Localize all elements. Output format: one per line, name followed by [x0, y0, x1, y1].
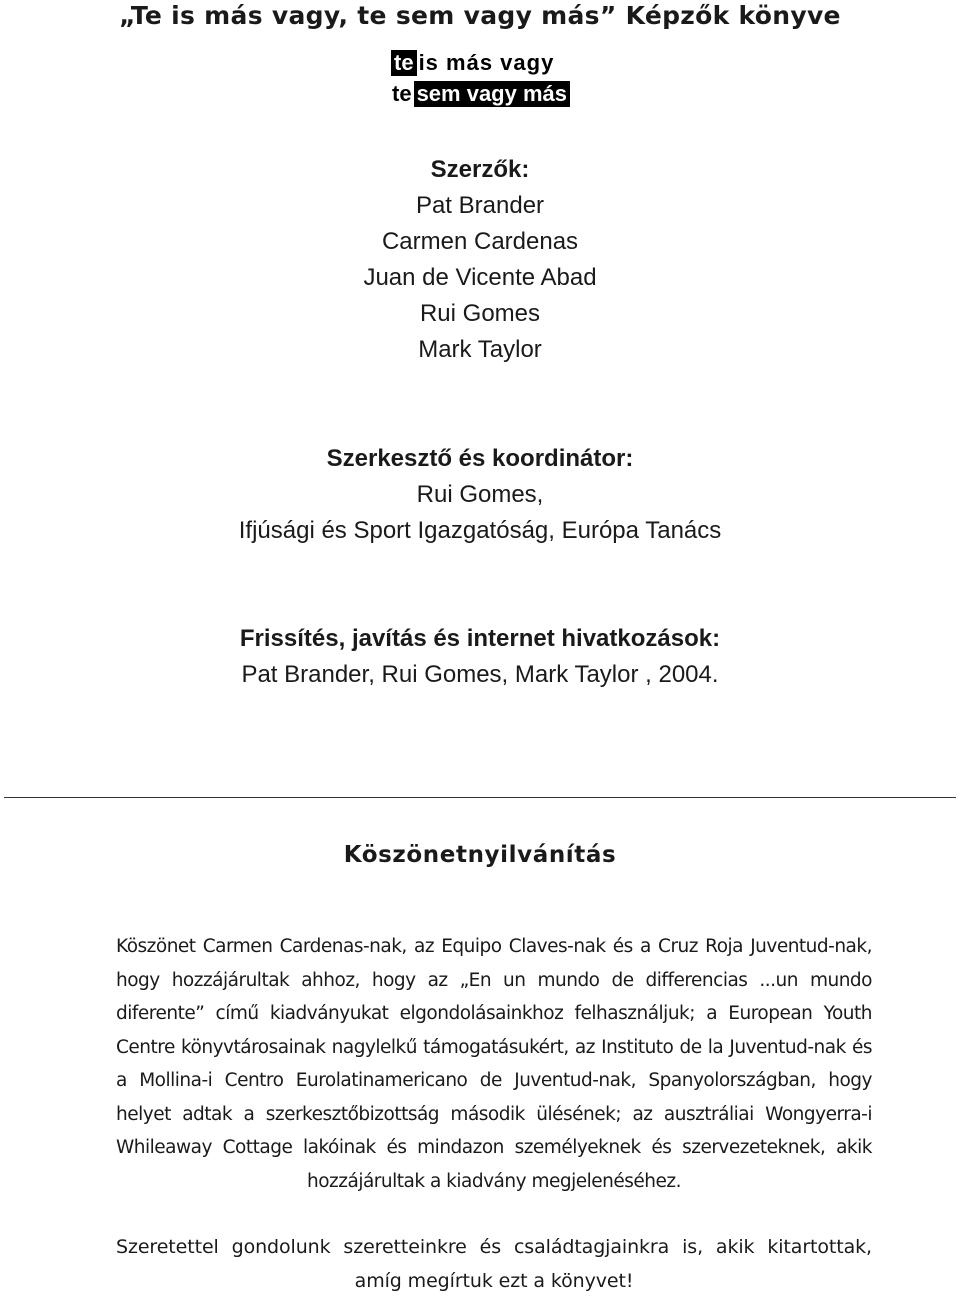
update-line: Pat Brander, Rui Gomes, Mark Taylor , 2004.	[241, 661, 719, 688]
logo-line-1	[391, 48, 571, 79]
editor-line: Rui Gomes,	[416, 481, 544, 508]
acknowledgements-title: Köszönetnyilvánítás	[343, 842, 617, 868]
author-name: Mark Taylor	[418, 336, 542, 363]
editor-section	[0, 441, 960, 549]
logo-plain-text: is más vagy	[418, 50, 555, 75]
logo-line-2	[391, 79, 571, 110]
logo-inverse-text: sem vagy más	[414, 81, 570, 107]
page-title: „Te is más vagy, te sem vagy más” Képzők könyve	[119, 1, 841, 30]
logo-inverse-text: te	[391, 50, 417, 76]
acknowledgements-paragraph: Köszönet Carmen Cardenas-nak, az Equipo Claves-nak és a Cruz Roja Juventud-nak, hogy hozzájárultak ahhoz, hogy az „En un mundo de differencias ...un mundo diferente” című kiadványukat elgondolásainkhoz felhasználjuk; a European Youth Centre könyvtárosainak nagylelkű támogatásukért, az Instituto de la Juventud-nak és a Mollina-i Centro Eurolatinamericano de Juventud-nak, Spanyolországban, hogy helyet adtak a szerkesztőbizottság második ülésének; az ausztráliai Wongyerra-i Whileaway Cottage lakóinak és mindazon személyeknek és szervezeteknek, akik hozzájárultak a kiadvány megjelenéséhez.	[116, 936, 872, 1192]
author-name: Pat Brander	[415, 192, 545, 219]
authors-section	[0, 152, 960, 368]
authors-heading: Szerzők:	[430, 156, 530, 183]
author-name: Rui Gomes	[419, 300, 541, 327]
author-name: Juan de Vicente Abad	[363, 264, 597, 291]
editor-heading: Szerkesztő és koordinátor:	[326, 445, 634, 472]
book-logo	[391, 48, 571, 110]
update-heading: Frissítés, javítás és internet hivatkozások:	[239, 625, 721, 652]
author-name: Carmen Cardenas	[381, 228, 579, 255]
closing-paragraph: Szeretettel gondolunk szeretteinkre és családtagjainkra is, akik kitartottak, amíg megírtuk ezt a könyvet!	[116, 1236, 872, 1292]
logo-plain-text: te	[392, 81, 412, 106]
editor-line: Ifjúsági és Sport Igazgatóság, Európa Tanács	[238, 517, 722, 544]
divider	[4, 797, 956, 798]
update-section	[0, 621, 960, 693]
